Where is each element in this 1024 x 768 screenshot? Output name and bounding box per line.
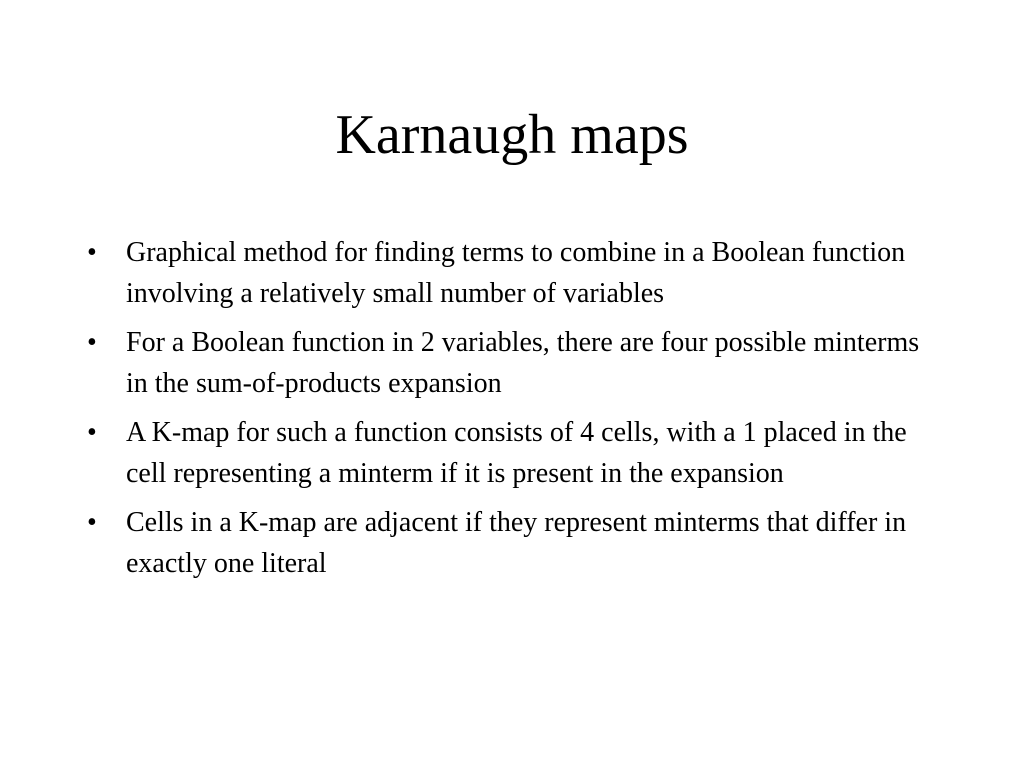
bullet-dot-icon: • [87,237,97,268]
bullet-dot-icon: • [87,417,97,448]
bullet-list [84,232,924,592]
slide-title: Karnaugh maps [335,104,689,166]
bullet-item [84,232,924,314]
bullet-text: For a Boolean function in 2 variables, there are four possible minterms in the sum-of-products expansion [126,327,920,399]
bullet-text: Cells in a K-map are adjacent if they represent minterms that differ in exactly one literal [126,507,907,579]
bullet-dot-icon: • [87,327,97,358]
bullet-item [84,322,924,404]
bullet-text: Graphical method for finding terms to combine in a Boolean function involving a relatively small number of variables [126,237,906,309]
bullet-text: A K-map for such a function consists of 4 cells, with a 1 placed in the cell representing a minterm if it is present in the expansion [126,417,907,489]
bullet-item [84,412,924,494]
bullet-dot-icon: • [87,507,97,538]
bullet-item [84,502,924,584]
